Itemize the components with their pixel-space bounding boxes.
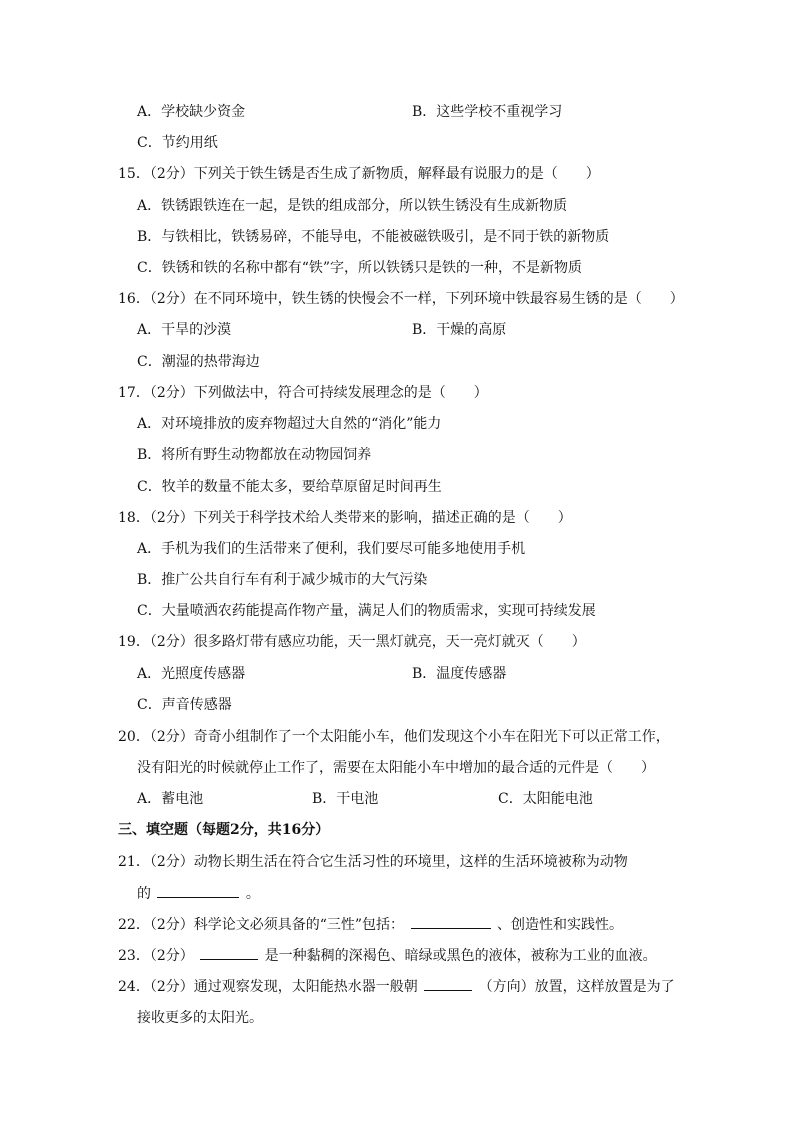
q20-option-c: C．太阳能电池 <box>498 791 593 807</box>
q14-option-c: C．节约用纸 <box>137 135 218 151</box>
q24-post: （方向）放置，这样放置是为了 <box>478 979 675 995</box>
q21-line1: 21．（2分）动物长期生活在符合它生活习性的环境里，这样的生活环境被称为动物 <box>118 854 628 870</box>
q17-option-a: A．对环境排放的废弃物超过大自然的“消化”能力 <box>137 416 442 432</box>
q23-pre: 23．（2分） <box>118 948 194 964</box>
section-heading-fill-in: 三、填空题（每题2分，共16分） <box>118 822 330 838</box>
q17-stem: 17．（2分）下列做法中，符合可持续发展理念的是（ ） <box>118 385 488 401</box>
q18-option-b: B．推广公共自行车有利于减少城市的大气污染 <box>137 572 428 588</box>
q16-option-c: C．潮湿的热带海边 <box>137 354 260 370</box>
q22-pre: 22．（2分）科学论文必须具备的“三性”包括： <box>118 917 405 933</box>
q15-stem: 15．（2分）下列关于铁生锈是否生成了新物质，解释最有说服力的是（ ） <box>118 166 600 182</box>
q21-line2-post: 。 <box>245 886 260 902</box>
q18-stem: 18．（2分）下列关于科学技术给人类带来的影响，描述正确的是（ ） <box>118 510 572 526</box>
q19-stem: 19．（2分）很多路灯带有感应功能，天一黑灯就亮，天一亮灯就灭（ ） <box>118 634 586 650</box>
q15-option-a: A．铁锈跟铁连在一起，是铁的组成部分，所以铁生锈没有生成新物质 <box>137 198 568 214</box>
q20-stem-line2: 没有阳光的时候就停止工作了，需要在太阳能小车中增加的最合适的元件是（ ） <box>137 760 655 776</box>
q16-stem: 16．（2分）在不同环境中，铁生锈的快慢会不一样，下列环境中铁最容易生锈的是（ ） <box>118 291 684 307</box>
q22-line <box>118 914 623 935</box>
q19-option-b: B．温度传感器 <box>412 666 507 682</box>
q24-line1 <box>118 976 675 997</box>
q20-option-b: B．干电池 <box>312 791 379 807</box>
q14-option-b: B．这些学校不重视学习 <box>412 104 563 120</box>
q24-answer-blank[interactable] <box>424 976 472 991</box>
q22-post: 、创造性和实践性。 <box>496 917 623 933</box>
q20-option-a: A．蓄电池 <box>137 791 204 807</box>
q23-post: 是一种黏稠的深褐色、暗绿或黑色的液体，被称为工业的血液。 <box>264 948 657 964</box>
q23-line <box>118 945 657 966</box>
q19-option-a: A．光照度传感器 <box>137 666 246 682</box>
q16-option-a: A．干旱的沙漠 <box>137 322 232 338</box>
q22-answer-blank[interactable] <box>411 914 491 929</box>
q21-line2-pre: 的 <box>137 886 151 902</box>
q17-option-c: C．牧羊的数量不能太多，要给草原留足时间再生 <box>137 479 442 495</box>
q24-pre: 24．（2分）通过观察发现，太阳能热水器一般朝 <box>118 979 418 995</box>
q18-option-a: A．手机为我们的生活带来了便利，我们要尽可能多地使用手机 <box>137 541 526 557</box>
q20-stem-line1: 20．（2分）奇奇小组制作了一个太阳能小车，他们发现这个小车在阳光下可以正常工作， <box>118 729 670 745</box>
q14-option-a: A．学校缺少资金 <box>137 104 246 120</box>
q15-option-c: C．铁锈和铁的名称中都有“铁”字，所以铁锈只是铁的一种，不是新物质 <box>137 260 583 276</box>
q24-line2: 接收更多的太阳光。 <box>137 1010 263 1026</box>
q21-line2 <box>137 883 260 904</box>
q15-option-b: B．与铁相比，铁锈易碎，不能导电，不能被磁铁吸引，是不同于铁的新物质 <box>137 229 610 245</box>
q18-option-c: C．大量喷洒农药能提高作物产量，满足人们的物质需求，实现可持续发展 <box>137 603 596 619</box>
q16-option-b: B．干燥的高原 <box>412 322 507 338</box>
q23-answer-blank[interactable] <box>200 945 258 960</box>
q17-option-b: B．将所有野生动物都放在动物园饲养 <box>137 447 372 463</box>
q21-answer-blank[interactable] <box>157 883 239 898</box>
q19-option-c: C．声音传感器 <box>137 697 232 713</box>
